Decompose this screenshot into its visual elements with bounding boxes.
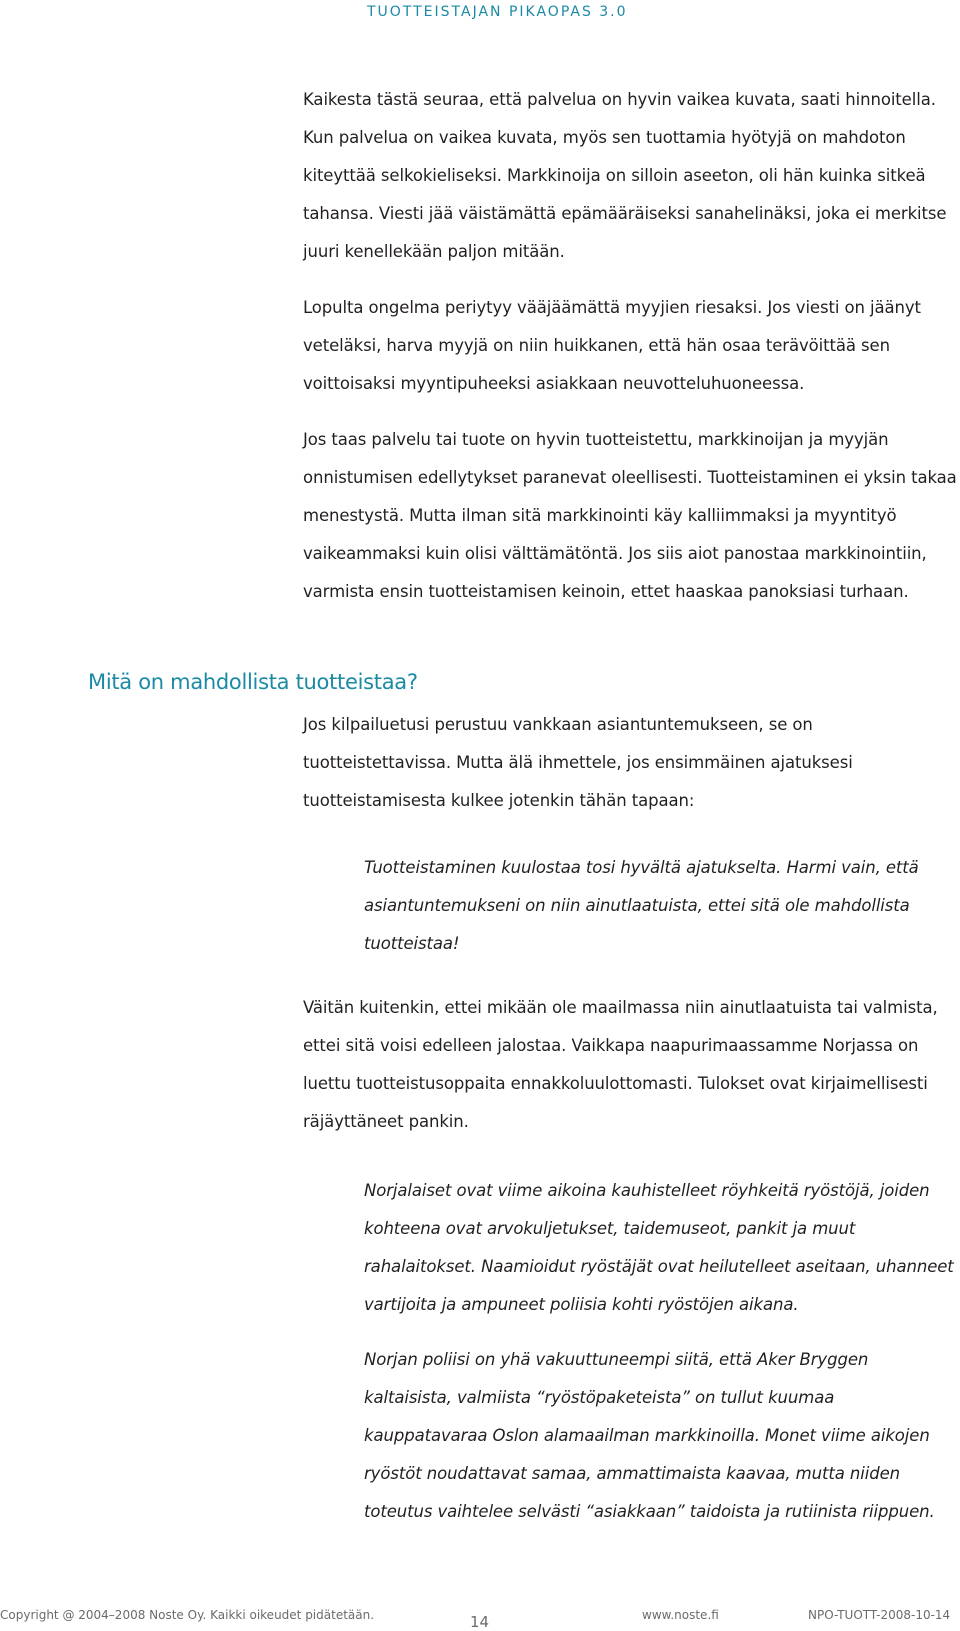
footer-website: www.noste.fi <box>642 1608 719 1622</box>
footer-doc-code: NPO-TUOTT-2008-10-14 <box>808 1608 951 1622</box>
quote-police: Norjan poliisi on yhä vakuuttuneempi siitä, että Aker Bryggen kaltaisista, valmiista “ryöstöpaketeista” on tullut kuumaa kauppatavaraa Oslon alamaailman markkinoilla. Monet viime aikojen ryöstöt noudattavat samaa, ammattimaista kaavaa, mutta niiden toteutus vaihtelee selvästi “asiakkaan” taidoista ja rutiinista riippuen. <box>364 1350 935 1521</box>
running-header: TUOTTEISTAJAN PIKAOPAS 3.0 <box>367 4 628 20</box>
paragraph-expertise: Jos kilpailuetusi perustuu vankkaan asiantuntemukseen, se on tuotteistettavissa. Mutta älä ihmettele, jos ensimmäinen ajatuksesi tuotteistamisesta kulkee jotenkin tähän tapaan: <box>303 715 853 810</box>
paragraph-sellers: Lopulta ongelma periytyy vääjäämättä myyjien riesaksi. Jos viesti on jäänyt veteläksi, harva myyjä on niin huikkanen, että hän osaa terävöittää sen voittoisaksi myyntipuheeksi asiakkaan neuvotteluhuoneessa. <box>303 298 921 393</box>
paragraph-norway: Väitän kuitenkin, ettei mikään ole maailmassa niin ainutlaatuista tai valmista, ettei sitä voisi edelleen jalostaa. Vaikkapa naapurimaassamme Norjassa on luettu tuotteistusoppaita ennakkoluulottomasti. Tulokset ovat kirjaimellisesti räjäyttäneet pankin. <box>303 998 938 1131</box>
footer-copyright: Copyright @ 2004–2008 Noste Oy. Kaikki oikeudet pidätetään. <box>0 1608 375 1622</box>
paragraph-intro: Kaikesta tästä seuraa, että palvelua on hyvin vaikea kuvata, saati hinnoitella. Kun palvelua on vaikea kuvata, myös sen tuottamia hyötyjä on mahdoton kiteyttää selkokieliseksi. Markkinoija on silloin aseeton, oli hän kuinka sitkeä tahansa. Viesti jää väistämättä epämääräiseksi sanahelinäksi, joka ei merkitse juuri kenellekään paljon mitään. <box>303 90 947 261</box>
section-heading: Mitä on mahdollista tuotteistaa? <box>88 670 418 694</box>
quote-thought: Tuotteistaminen kuulostaa tosi hyvältä ajatukselta. Harmi vain, että asiantuntemukseni on niin ainutlaatuista, ettei sitä ole mahdollista tuotteistaa! <box>364 858 919 953</box>
paragraph-productized: Jos taas palvelu tai tuote on hyvin tuotteistettu, markkinoijan ja myyjän onnistumisen edellytykset paranevat oleellisesti. Tuotteistaminen ei yksin takaa menestystä. Mutta ilman sitä markkinointi käy kalliimmaksi ja myyntityö vaikeammaksi kuin olisi välttämätöntä. Jos siis aiot panostaa markkinointiin, varmista ensin tuotteistamisen keinoin, ettet haaskaa panoksiasi turhaan. <box>303 430 957 601</box>
quote-robberies: Norjalaiset ovat viime aikoina kauhistelleet röyhkeitä ryöstöjä, joiden kohteena ovat arvokuljetukset, taidemuseot, pankit ja muut rahalaitokset. Naamioidut ryöstäjät ovat heilutelleet aseitaan, uhanneet vartijoita ja ampuneet poliisia kohti ryöstöjen aikana. <box>364 1181 954 1314</box>
page-number: 14 <box>470 1613 490 1631</box>
